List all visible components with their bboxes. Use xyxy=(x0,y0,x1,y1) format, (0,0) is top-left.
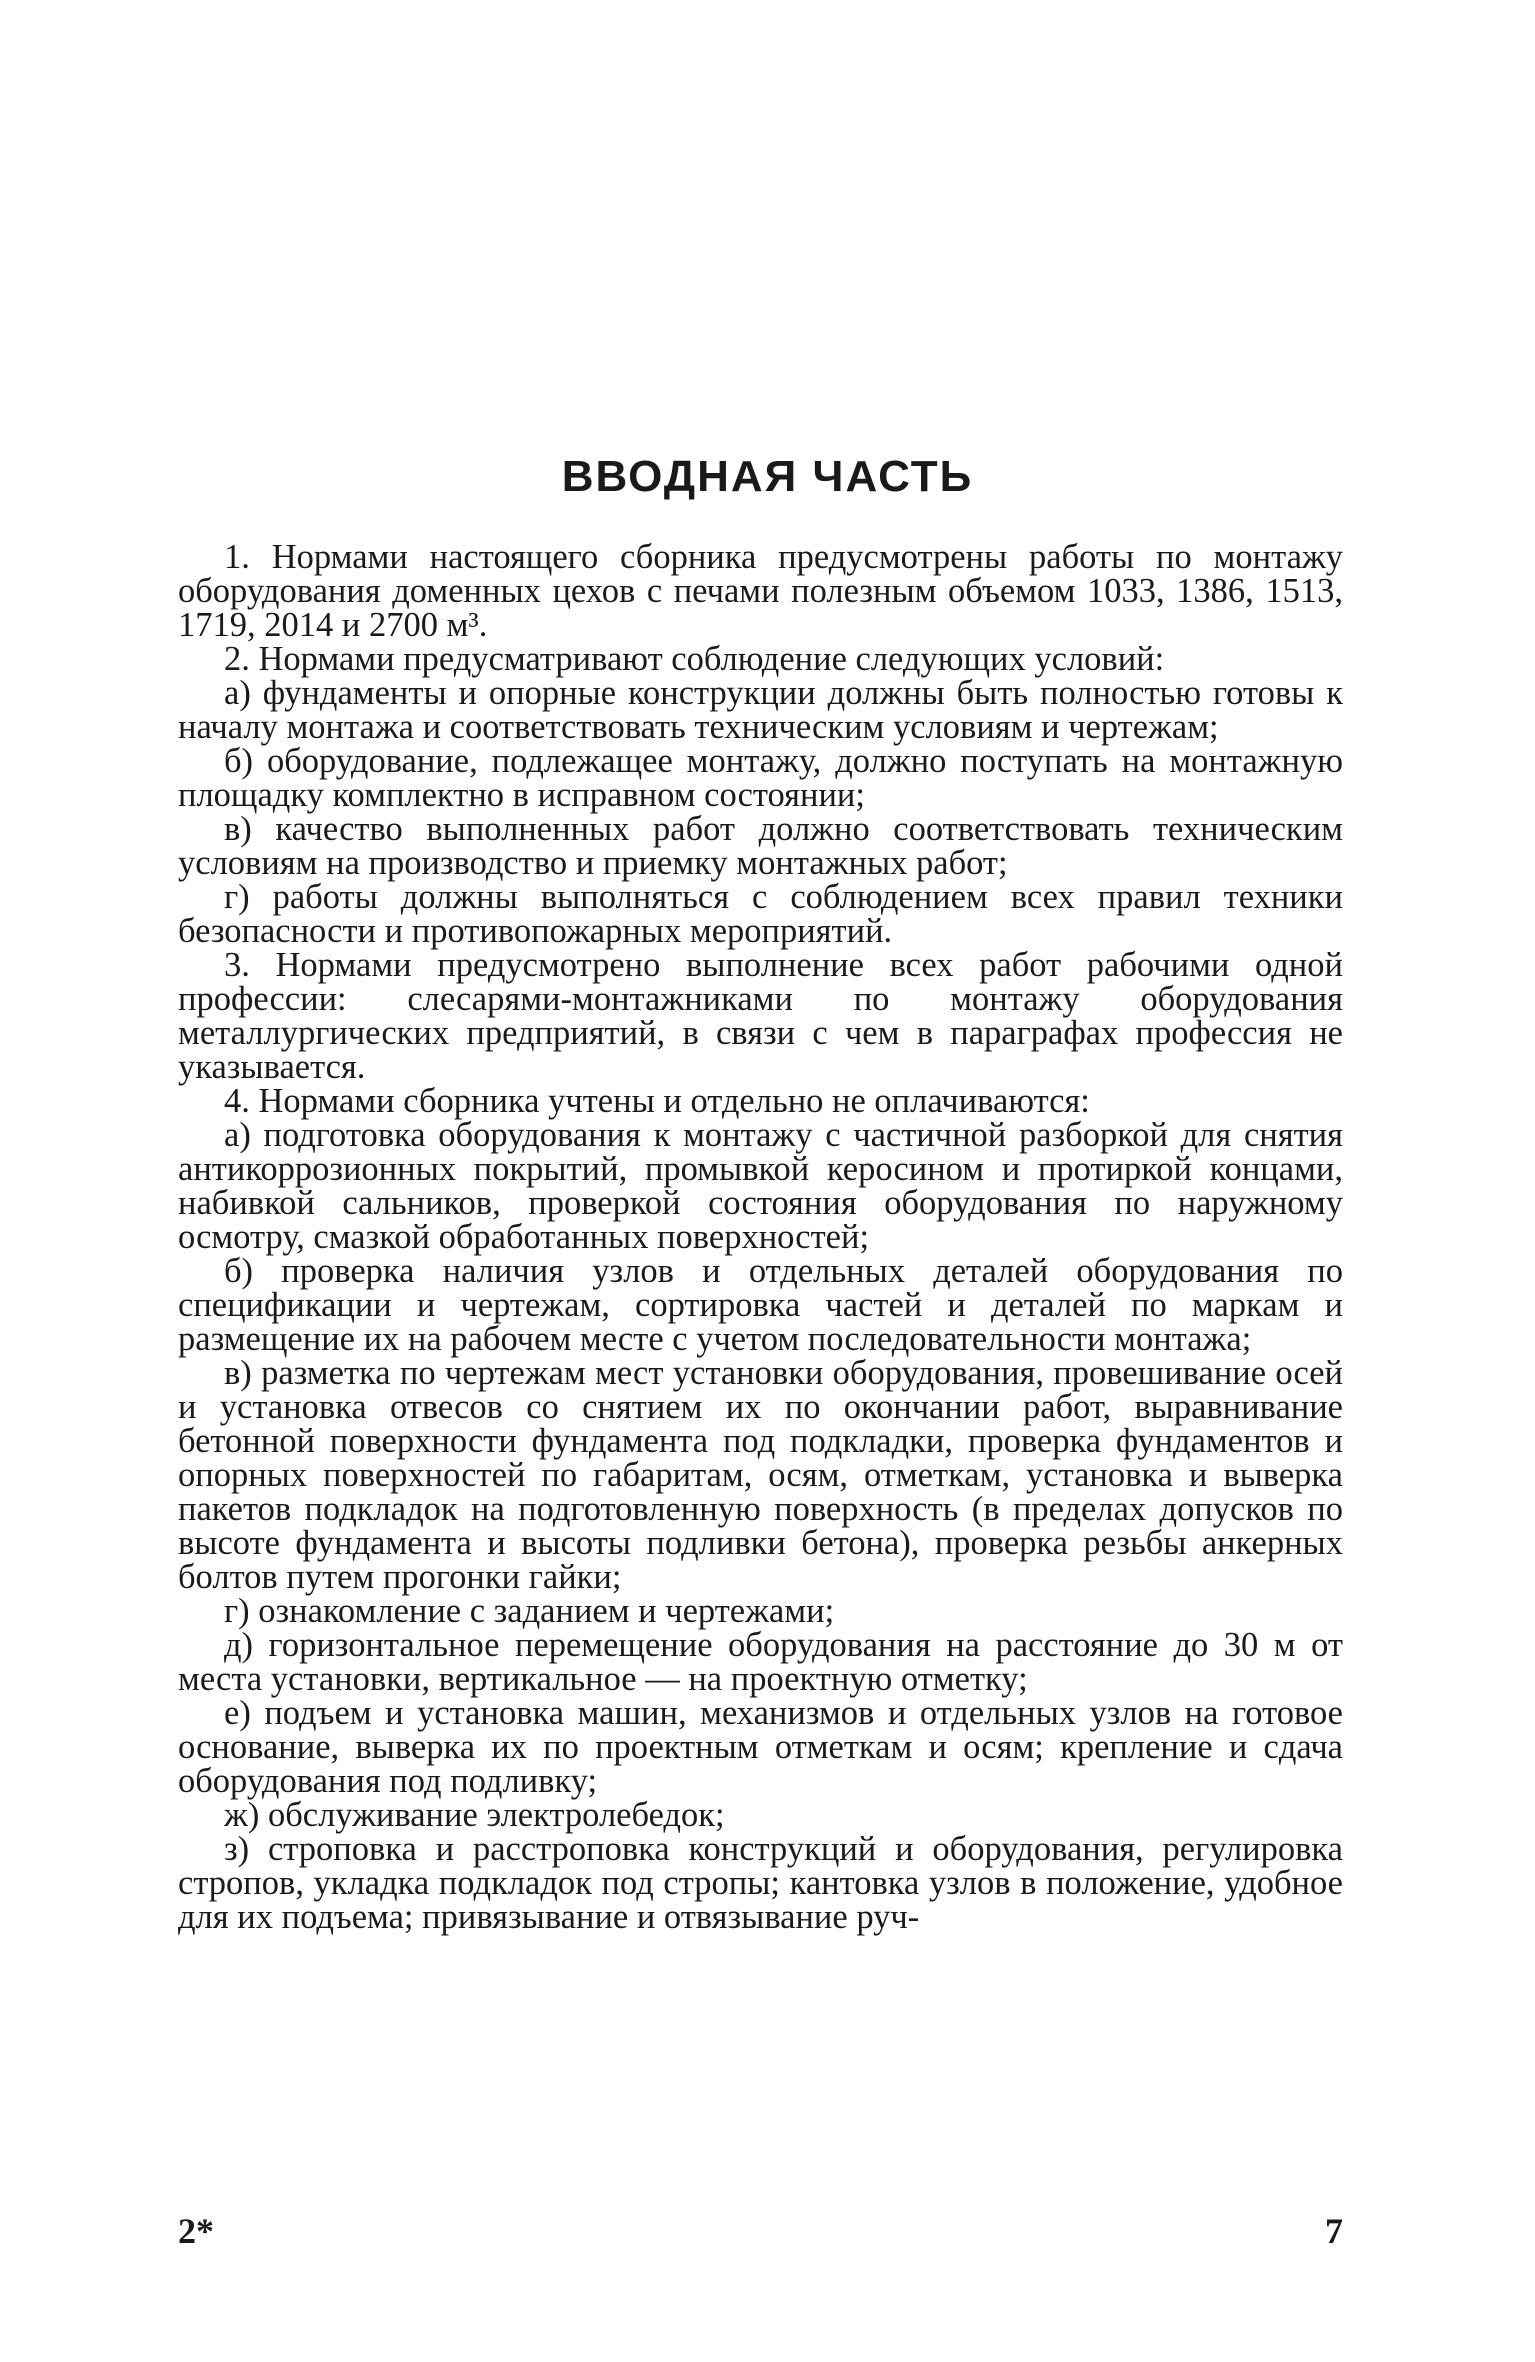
paragraph-4zh: ж) обслуживание электролебедок; xyxy=(224,1796,725,1834)
body-text xyxy=(178,540,1343,1934)
paragraph-4b: б) проверка наличия узлов и отдельных деталей оборудования по спецификации и чертежам, сортировка частей и деталей по маркам и размещение их на рабочем месте с учетом последовательности монтажа; xyxy=(178,1252,1343,1358)
paragraph-2b: б) оборудование, подлежащее монтажу, должно поступать на монтажную площадку комплектно в исправном состоянии; xyxy=(178,742,1343,814)
paragraph-4: 4. Нормами сборника учтены и отдельно не оплачиваются: xyxy=(224,1082,1090,1120)
paragraph-4e: е) подъем и установка машин, механизмов и отдельных узлов на готовое основание, выверка их по проектным отметкам и осям; крепление и сдача оборудования под подливку; xyxy=(178,1694,1343,1800)
paragraph-2: 2. Нормами предусматривают соблюдение следующих условий: xyxy=(224,640,1165,678)
paragraph-3: 3. Нормами предусмотрено выполнение всех работ рабочими одной профессии: слесарями-монтажниками по монтажу оборудования металлургических предприятий, в связи с чем в параграфах профессия не указывается. xyxy=(178,946,1343,1086)
paragraph-4a: а) подготовка оборудования к монтажу с частичной разборкой для снятия антикоррозионных покрытий, промывкой керосином и протиркой концами, набивкой сальников, проверкой состояния оборудования по наружному осмотру, смазкой обработанных поверхностей; xyxy=(178,1116,1343,1256)
paragraph-2v: в) качество выполненных работ должно соответствовать техническим условиям на производство и приемку монтажных работ; xyxy=(178,810,1343,882)
paragraph-1: 1. Нормами настоящего сборника предусмотрены работы по монтажу оборудования доменных цехов с печами полезным объемом 1033, 1386, 1513, 1719, 2014 и 2700 м³. xyxy=(178,538,1343,644)
paragraph-4g: г) ознакомление с заданием и чертежами; xyxy=(224,1592,835,1630)
paragraph-2g: г) работы должны выполняться с соблюдением всех правил техники безопасности и противопожарных мероприятий. xyxy=(178,878,1343,950)
paragraph-4d: д) горизонтальное перемещение оборудования на расстояние до 30 м от места установки, вертикальное — на проектную отметку; xyxy=(178,1626,1343,1698)
section-title: ВВОДНАЯ ЧАСТЬ xyxy=(561,452,974,501)
paragraph-2a: а) фундаменты и опорные конструкции должны быть полностью готовы к началу монтажа и соответствовать техническим условиям и чертежам; xyxy=(178,674,1343,746)
page-number: 7 xyxy=(1325,2211,1343,2251)
paragraph-4v: в) разметка по чертежам мест установки оборудования, провешивание осей и установка отвесов со снятием их по окончании работ, выравнивание бетонной поверхности фундамента под подкладки, проверка фундаментов и опорных поверхностей по габаритам, осям, отметкам, установка и выверка пакетов подкладок на подготовленную поверхность (в пределах допусков по высоте фундамента и высоты подливки бетона), проверка резьбы анкерных болтов путем прогонки гайки; xyxy=(178,1354,1343,1596)
signature-mark: 2* xyxy=(178,2211,214,2251)
paragraph-4z: з) строповка и расстроповка конструкций и оборудования, регулировка стропов, укладка подкладок под стропы; кантовка узлов в положение, удобное для их подъема; привязывание и отвязывание руч- xyxy=(178,1830,1343,1936)
